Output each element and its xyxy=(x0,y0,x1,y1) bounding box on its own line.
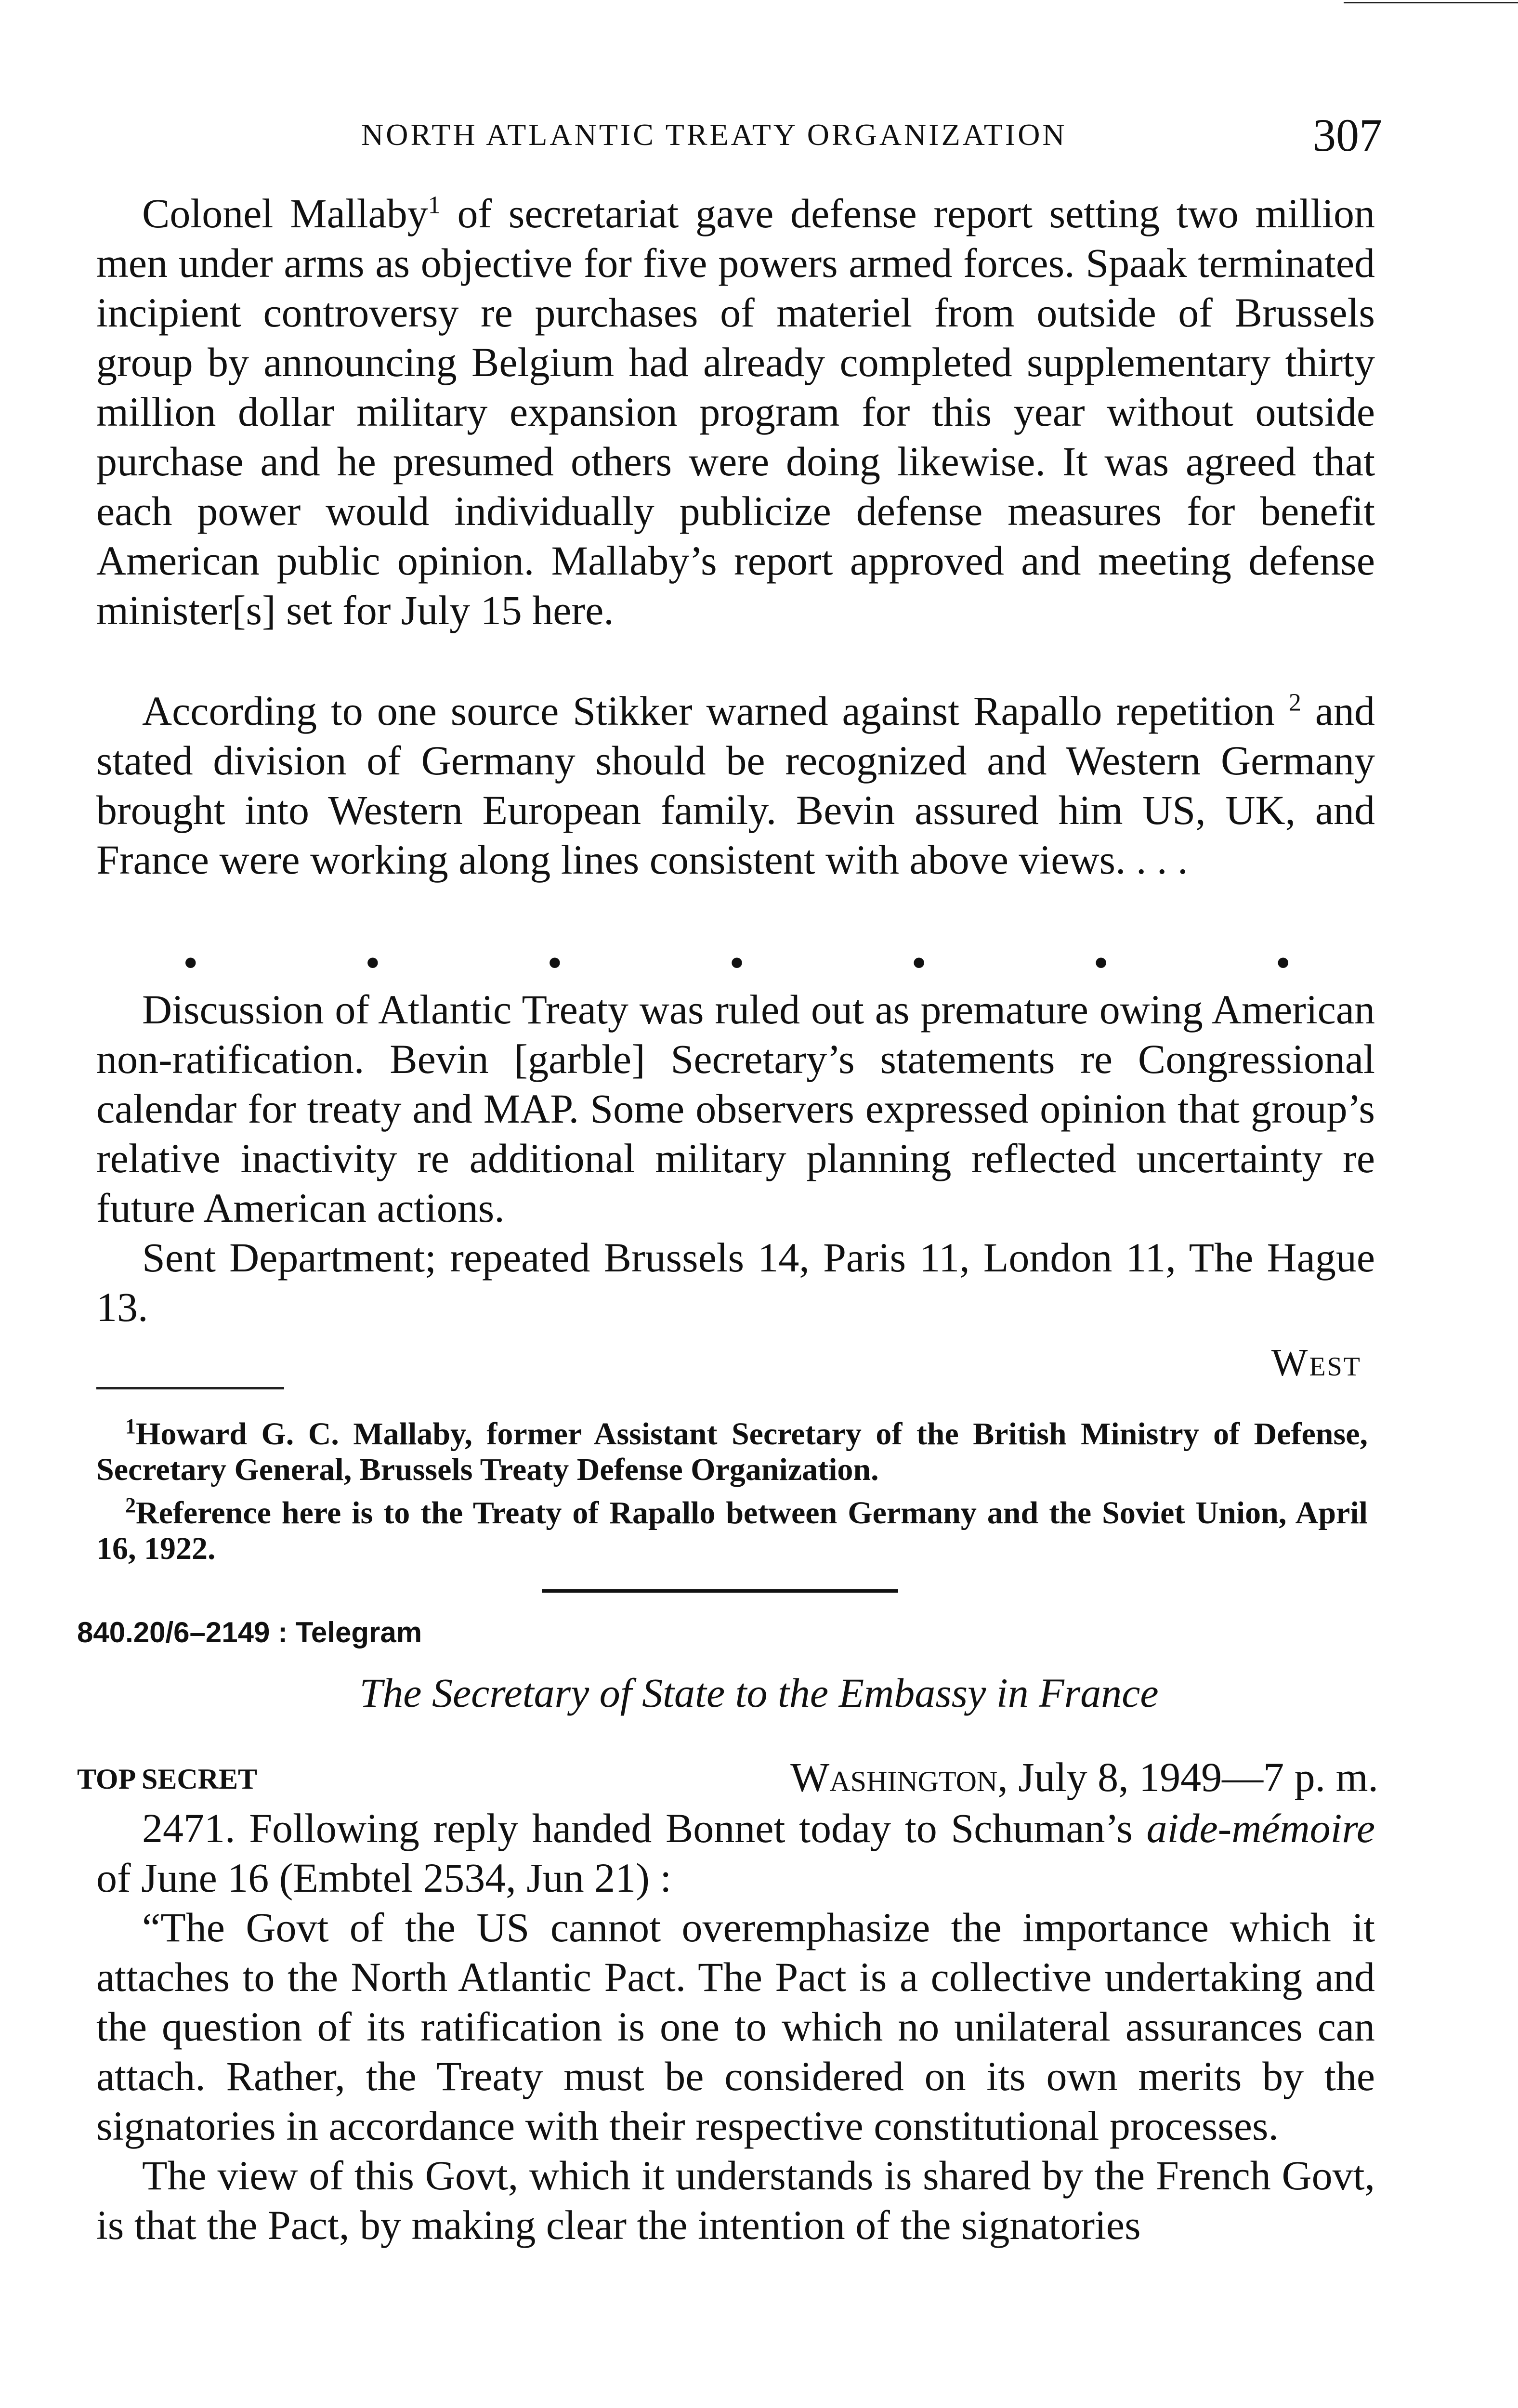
footnote-text: Howard G. C. Mallaby, former Assistant Secretary of the British Ministry of Defense, Secretary General, Brussels Treaty Defense Organization. xyxy=(96,1416,1368,1487)
footnote-1 xyxy=(96,1409,1368,1488)
footnote-ref-1: 1 xyxy=(428,191,441,219)
footnote-text: Reference here is to the Treaty of Rapallo between Germany and the Soviet Union, April 16, 1922. xyxy=(96,1495,1368,1566)
footnotes xyxy=(96,1409,1368,1567)
omission-dots xyxy=(183,939,1291,987)
page-header xyxy=(101,108,1382,166)
footnote-ref-2: 2 xyxy=(1288,689,1301,717)
dateline xyxy=(790,1753,1378,1801)
paragraph-telegram-intro xyxy=(96,1804,1375,1903)
paragraph-text: of secretariat gave defense report setting two million men under arms as objective for five powers armed forces. Spaak terminated incipient controversy re purchases of materiel from outside of Brussels group by announcing Belgium had already completed supplementary thirty million dollar military expansion program for this year without outside purchase and he presumed others were doing likewise. It was agreed that each power would individually publicize defense measures for benefit American public opinion. Mallaby’s report approved and meeting defense minister[s] set for July 15 here. xyxy=(96,190,1375,633)
omission-dot: • xyxy=(365,939,380,987)
footnote-mark: 2 xyxy=(125,1493,136,1517)
paragraph-text: According to one source Stikker warned against Rapallo repetition xyxy=(142,688,1275,734)
paragraph-sent-department: Sent Department; repeated Brussels 14, Paris 11, London 11, The Hague 13. xyxy=(96,1234,1375,1330)
footnote-rule xyxy=(96,1387,284,1389)
paragraph-govt-view: The view of this Govt, which it understands is shared by the French Govt, is that the Pact, by making clear the intention of the signatories xyxy=(96,2152,1375,2248)
body-block-2 xyxy=(96,686,1375,885)
paragraph-mallaby-report xyxy=(96,189,1375,635)
document-title: The Secretary of State to the Embassy in France xyxy=(359,1670,1159,1716)
body-block-4 xyxy=(96,1804,1375,2250)
running-head: NORTH ATLANTIC TREATY ORGANIZATION xyxy=(361,118,1067,152)
paragraph-text: 2471. Following reply handed Bonnet today to Schuman’s xyxy=(142,1805,1147,1851)
footnote-2 xyxy=(96,1488,1368,1567)
aide-memoire-term: aide-mémoire xyxy=(1146,1805,1375,1851)
dateline-date: , July 8, 1949—7 p. m. xyxy=(997,1754,1378,1800)
page-number: 307 xyxy=(1313,109,1382,161)
omission-dot: • xyxy=(547,939,563,987)
section-divider xyxy=(542,1589,898,1593)
omission-dot: • xyxy=(1093,939,1109,987)
paragraph-atlantic-treaty: Discussion of Atlantic Treaty was ruled out as premature owing American non-ratification. Bevin [garble] Secretary’s statements re Congressional calendar for treaty and MAP. Some observers expressed opinion that group’s relative inactivity re additional military planning reflected uncertainty re future American actions. xyxy=(96,986,1375,1231)
omission-dot: • xyxy=(1275,939,1291,987)
corner-rule xyxy=(1344,2,1518,3)
paragraph-stikker xyxy=(96,686,1375,885)
dateline-place: Washington xyxy=(790,1754,998,1800)
omission-dot: • xyxy=(911,939,927,987)
body-block-3 xyxy=(96,985,1375,1332)
paragraph-text: of June 16 (Embtel 2534, Jun 21) : xyxy=(96,1855,672,1901)
paragraph-govt-statement: “The Govt of the US cannot overemphasize the importance which it attaches to the North Atlantic Pact. The Pact is a collective undertaking and the question of its ratification is one to which no unilateral assurances can attach. Rather, the Treaty must be considered on its own merits by the signatories in accordance with their respective constitutional processes. xyxy=(96,1904,1375,2149)
omission-dot: • xyxy=(183,939,198,987)
classification-label: TOP SECRET xyxy=(77,1763,258,1795)
paragraph-text: and stated division of Germany should be recognized and Western Germany brought into Western European family. Bevin assured him US, UK, and France were working along lines consistent with above views. . . . xyxy=(96,688,1375,883)
signature-west: West xyxy=(1271,1342,1361,1384)
file-reference: 840.20/6–2149 : Telegram xyxy=(77,1616,422,1649)
footnote-mark: 1 xyxy=(125,1414,136,1438)
body-block-1 xyxy=(96,189,1375,635)
paragraph-text: Colonel Mallaby xyxy=(142,190,428,236)
omission-dot: • xyxy=(729,939,745,987)
